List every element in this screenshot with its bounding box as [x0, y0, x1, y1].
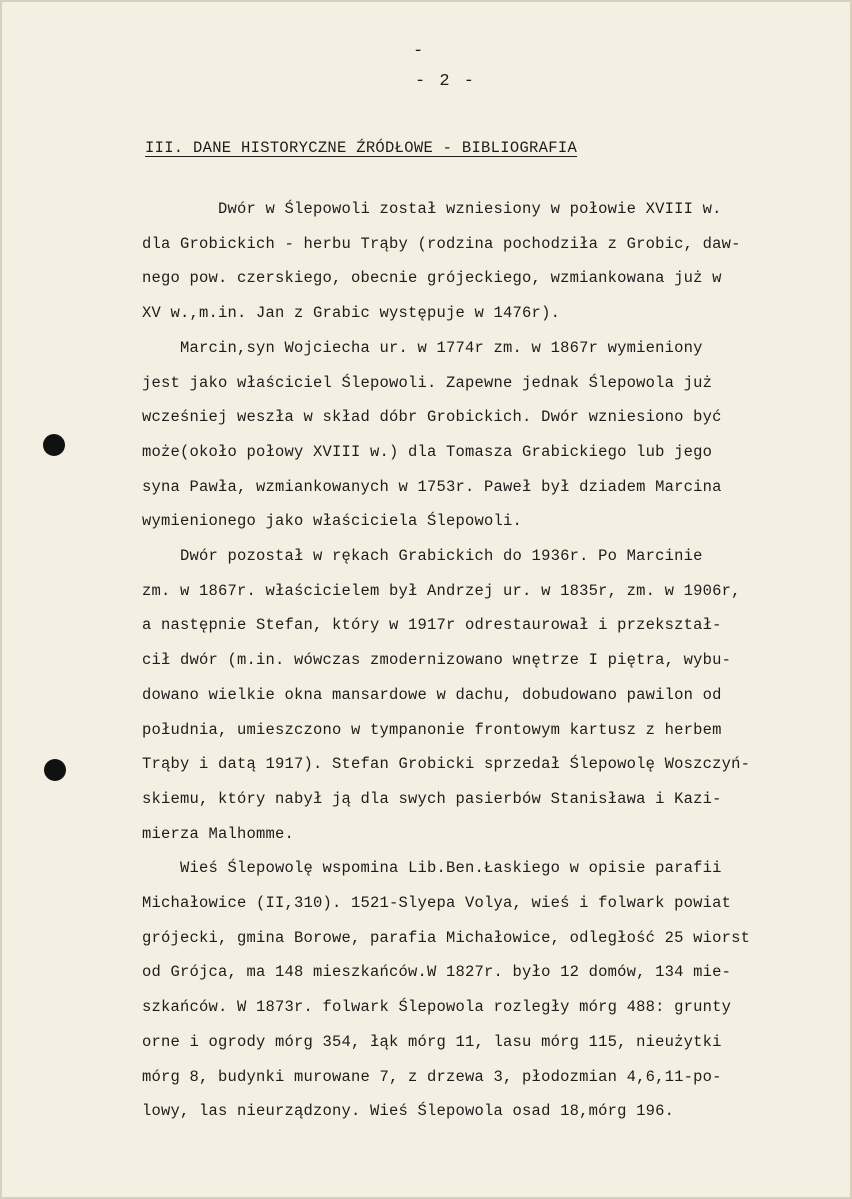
- body-text: [142, 192, 802, 1129]
- text-line: syna Pawła, wzmiankowanych w 1753r. Paweł był dziadem Marcina: [142, 477, 722, 496]
- text-line: a następnie Stefan, który w 1917r odrestaurował i przekształ-: [142, 616, 722, 635]
- text-line: skiemu, który nabył ją dla swych pasierbów Stanisława i Kazi-: [142, 789, 722, 808]
- text-line: może(około połowy XVIII w.) dla Tomasza Grabickiego lub jego: [142, 442, 713, 461]
- text-line: dowano wielkie okna mansardowe w dachu, dobudowano pawilon od: [142, 685, 722, 704]
- section-title: III. DANE HISTORYCZNE ŹRÓDŁOWE - BIBLIOGRAFIA: [145, 139, 578, 157]
- punch-hole: [44, 759, 66, 781]
- paragraph-3: [142, 539, 802, 851]
- text-line: mórg 8, budynki murowane 7, z drzewa 3, płodozmian 4,6,11-po-: [142, 1067, 722, 1086]
- text-line: południa, umieszczono w tympanonie frontowym kartusz z herbem: [142, 720, 722, 739]
- page-number: - 2 -: [415, 72, 477, 91]
- text-line: wymienionego jako właściciela Ślepowoli.: [142, 512, 523, 531]
- text-line: orne i ogrody mórg 354, łąk mórg 11, lasu mórg 115, nieużytki: [142, 1032, 722, 1051]
- text-line: mierza Malhomme.: [142, 824, 295, 843]
- text-line: Wieś Ślepowolę wspomina Lib.Ben.Łaskiego w opisie parafii: [142, 859, 722, 878]
- text-line: Michałowice (II,310). 1521-Slyepa Volya, wieś i folwark powiat: [142, 894, 732, 913]
- paragraph-4: [142, 851, 802, 1129]
- text-line: XV w.,m.in. Jan z Grabic występuje w 1476r).: [142, 304, 561, 323]
- text-line: grójecki, gmina Borowe, parafia Michałowice, odległość 25 wiorst: [142, 928, 751, 947]
- text-line: lowy, las nieurządzony. Wieś Ślepowola osad 18,mórg 196.: [142, 1102, 675, 1121]
- text-line: dla Grobickich - herbu Trąby (rodzina pochodziła z Grobic, daw-: [142, 234, 741, 253]
- paragraph-1: [142, 192, 802, 331]
- text-line: Trąby i datą 1917). Stefan Grobicki sprzedał Ślepowolę Woszczyń-: [142, 755, 751, 774]
- text-line: szkańców. W 1873r. folwark Ślepowola rozległy mórg 488: grunty: [142, 998, 732, 1017]
- text-line: Dwór w Ślepowoli został wzniesiony w połowie XVIII w.: [142, 200, 722, 218]
- text-line: Dwór pozostał w rękach Grabickich do 1936r. Po Marcinie: [142, 547, 703, 566]
- text-line: od Grójca, ma 148 mieszkańców.W 1827r. było 12 domów, 134 mie-: [142, 963, 732, 982]
- text-line: cił dwór (m.in. wówczas zmodernizowano wnętrze I piętra, wybu-: [142, 651, 732, 670]
- text-line: jest jako właściciel Ślepowoli. Zapewne jednak Ślepowola już: [142, 373, 713, 392]
- text-line: Marcin,syn Wojciecha ur. w 1774r zm. w 1867r wymieniony: [142, 338, 703, 357]
- text-line: zm. w 1867r. właścicielem był Andrzej ur. w 1835r, zm. w 1906r,: [142, 581, 741, 600]
- punch-hole: [43, 434, 65, 456]
- text-line: nego pow. czerskiego, obecnie grójeckiego, wzmiankowana już w: [142, 269, 722, 288]
- header-dash: -: [413, 42, 424, 61]
- paragraph-2: [142, 331, 802, 539]
- text-line: wcześniej weszła w skład dóbr Grobickich. Dwór wzniesiono być: [142, 408, 722, 427]
